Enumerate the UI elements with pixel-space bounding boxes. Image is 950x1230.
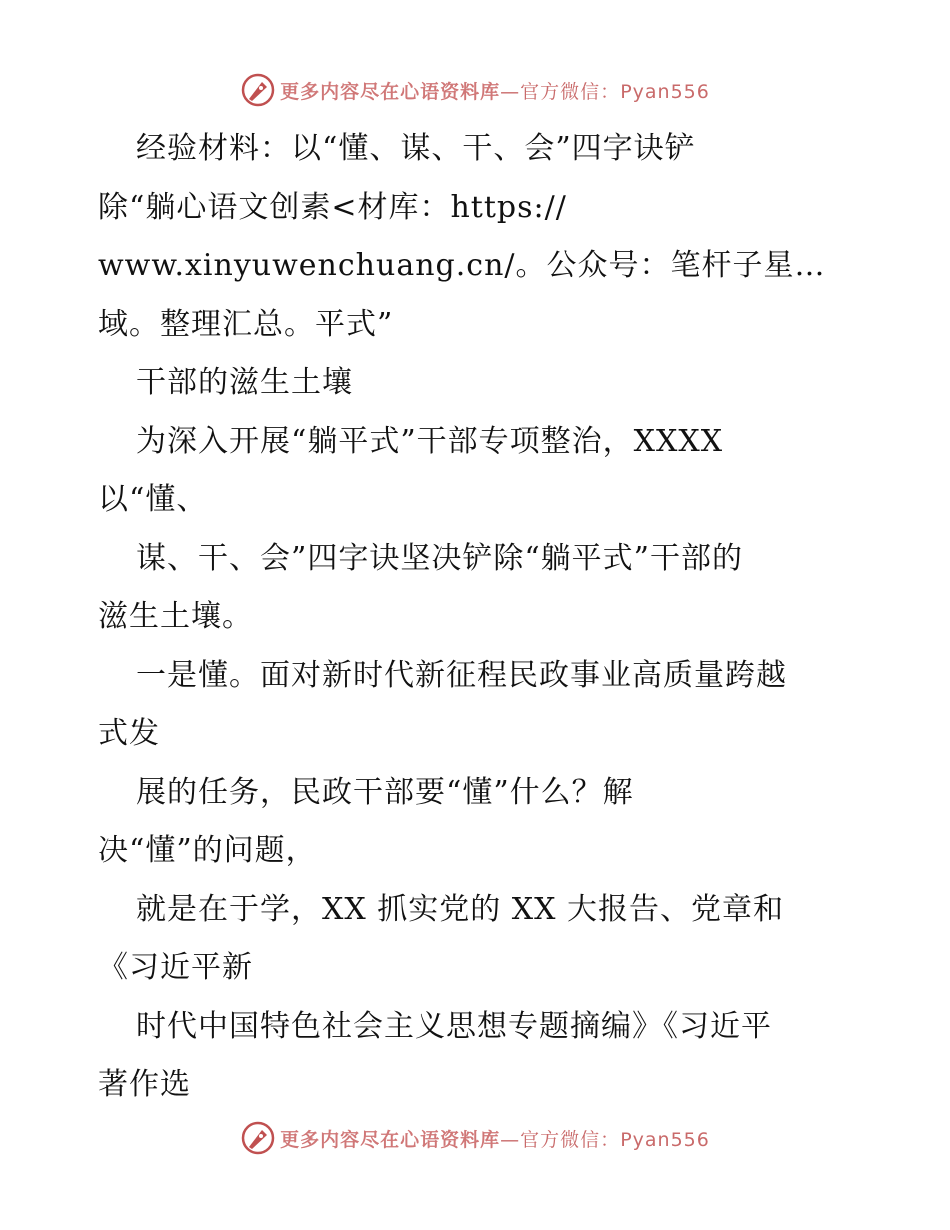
text-line: 一是懂。面对新时代新征程民政事业高质量跨越 [136, 657, 787, 693]
text-line: www.xinyuwenchuang.cn/。公众号：笔杆子星… [98, 248, 826, 283]
pen-nib-logo-icon [240, 1120, 276, 1156]
header-banner [0, 70, 950, 110]
text-line: 除“躺心语文创素<材库：https:// [98, 189, 567, 225]
text-line: 就是在于学，XX 抓实党的 XX 大报告、党章和 [136, 891, 785, 927]
text-line: 时代中国特色社会主义思想专题摘编》《习近平 [136, 1008, 772, 1044]
banner-text: 更多内容尽在心语资料库—官方微信：Pyan556 [280, 80, 710, 103]
footer-banner [0, 1118, 950, 1158]
pen-nib-logo-icon [240, 72, 276, 108]
text-line: 域。整理汇总。平式” [98, 306, 394, 342]
text-line: 为深入开展“躺平式”干部专项整治，XXXX [136, 423, 724, 459]
text-line: 经验材料：以“懂、谋、干、会”四字诀铲 [136, 131, 696, 166]
text-line: 滋生土壤。 [98, 599, 253, 634]
text-line: 展的任务，民政干部要“懂”什么？解 [136, 774, 634, 810]
text-line: 著作选 [98, 1067, 191, 1102]
text-line: 式发 [98, 716, 160, 751]
banner-text: 更多内容尽在心语资料库—官方微信：Pyan556 [280, 1128, 710, 1151]
text-line: 决“懂”的问题， [98, 833, 317, 868]
text-line: 以“懂、 [98, 482, 208, 517]
text-line: 《习近平新 [98, 950, 253, 985]
text-line: 干部的滋生土壤 [136, 365, 353, 400]
text-line: 谋、干、会”四字诀坚决铲除“躺平式”干部的 [136, 540, 744, 576]
document-body [98, 120, 858, 1115]
